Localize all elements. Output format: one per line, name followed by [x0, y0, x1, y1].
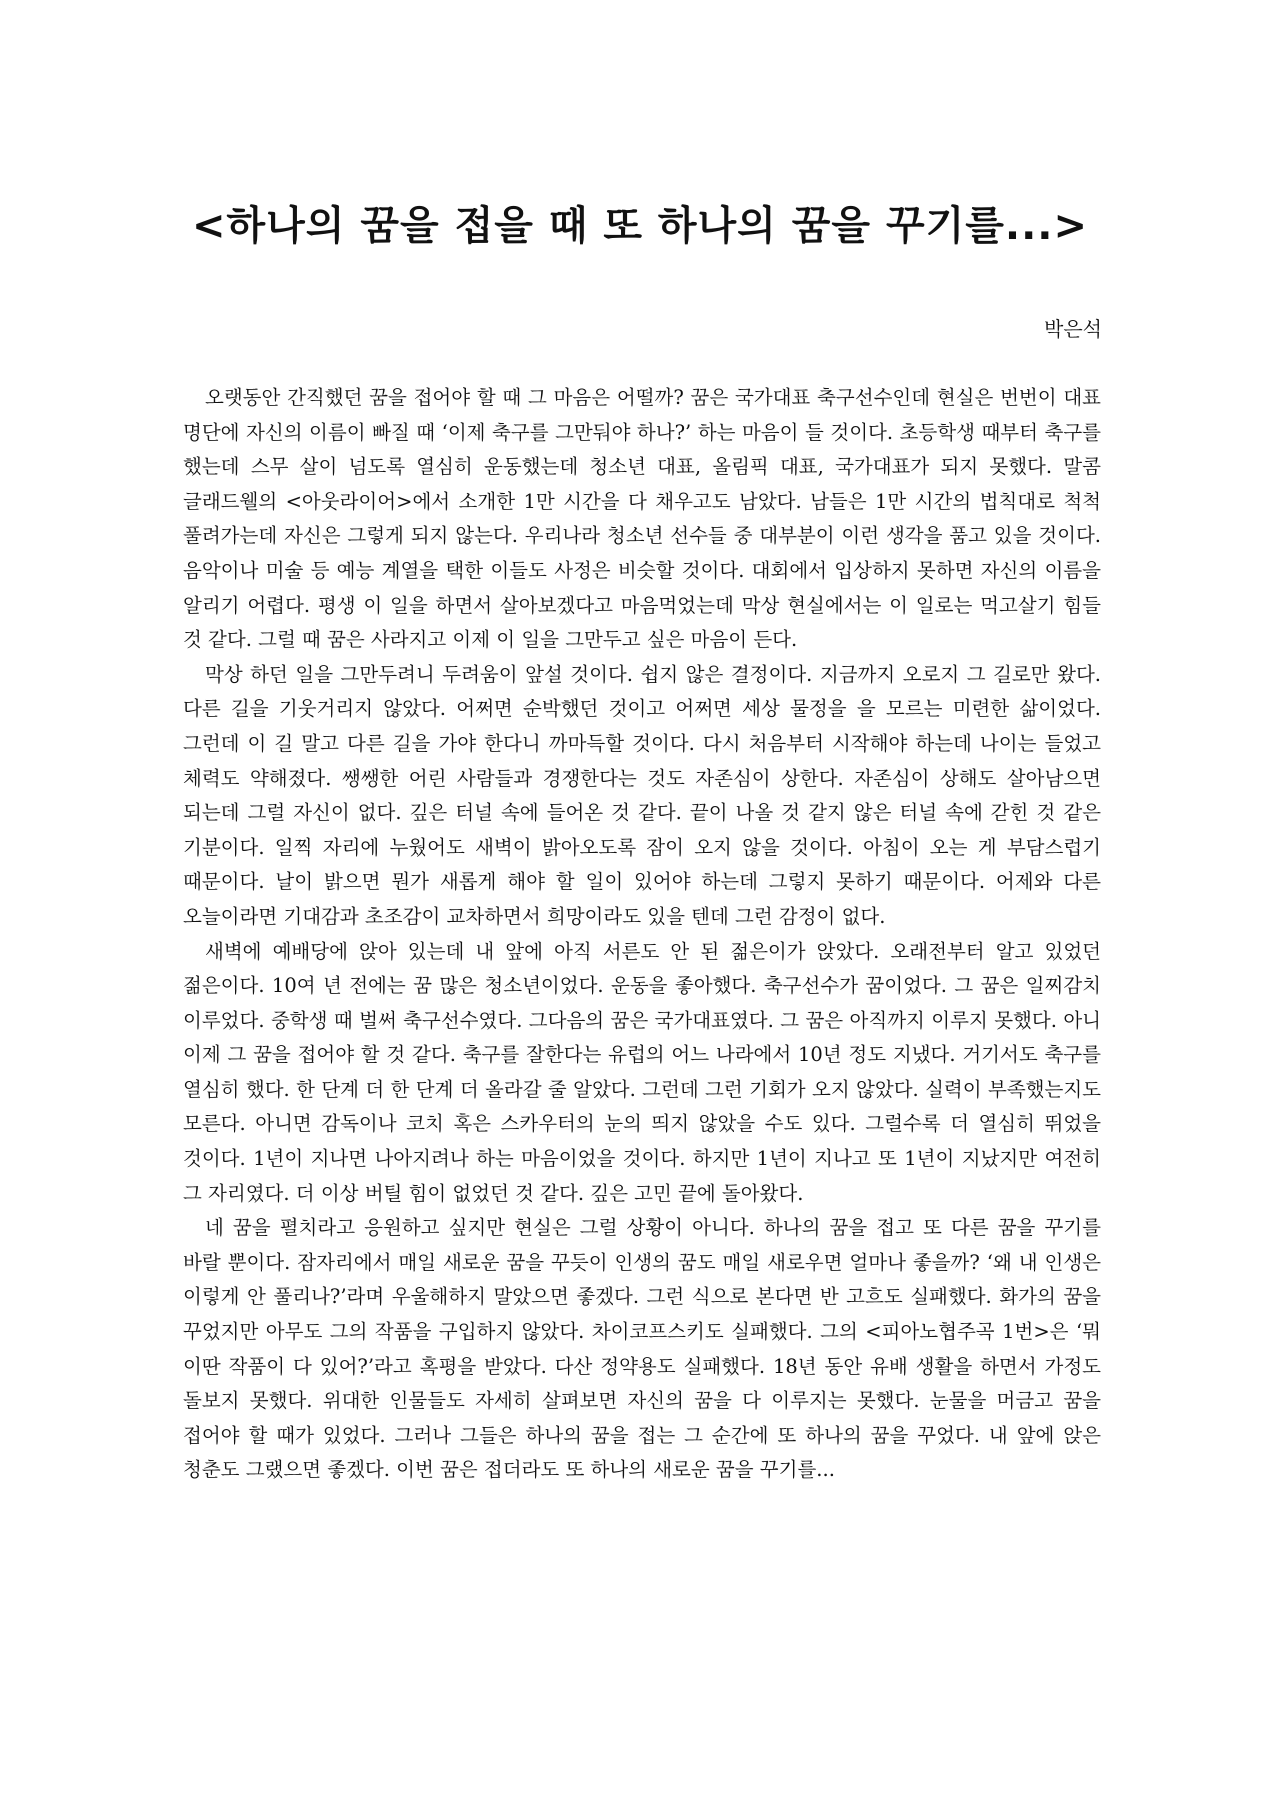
- body-paragraph-4: 네 꿈을 펼치라고 응원하고 싶지만 현실은 그럴 상황이 아니다. 하나의 꿈을 접고 또 다른 꿈을 꾸기를 바랄 뿐이다. 잠자리에서 매일 새로운 꿈을 꾸듯이 인생의 꿈도 매일 새로우면 얼마나 좋을까? ‘왜 내 인생은 이렇게 안 풀리나?’라며 우울해하지 말았으면 좋겠다. 그런 식으로 본다면 반 고흐도 실패했다. 화가의 꿈을 꾸었지만 아무도 그의 작품을 구입하지 않았다. 차이코프스키도 실패했다. 그의 <피아노협주곡 1번>은 ‘뭐 이딴 작품이 다 있어?’라고 혹평을 받았다. 다산 정약용도 실패했다. 18년 동안 유배 생활을 하면서 가정도 돌보지 못했다. 위대한 인물들도 자세히 살펴보면 자신의 꿈을 다 이루지는 못했다. 눈물을 머금고 꿈을 접어야 할 때가 있었다. 그러나 그들은 하나의 꿈을 접는 그 순간에 또 하나의 꿈을 꾸었다. 내 앞에 앉은 청춘도 그랬으면 좋겠다. 이번 꿈은 접더라도 또 하나의 새로운 꿈을 꾸기를...: [183, 1216, 1101, 1482]
- body-paragraph-3: 새벽에 예배당에 앉아 있는데 내 앞에 아직 서른도 안 된 젊은이가 앉았다. 오래전부터 알고 있었던 젊은이다. 10여 년 전에는 꿈 많은 청소년이었다. 운동을 좋아했다. 축구선수가 꿈이었다. 그 꿈은 일찌감치 이루었다. 중학생 때 벌써 축구선수였다. 그다음의 꿈은 국가대표였다. 그 꿈은 아직까지 이루지 못했다. 아니 이제 그 꿈을 접어야 할 것 같다. 축구를 잘한다는 유럽의 어느 나라에서 10년 정도 지냈다. 거기서도 축구를 열심히 했다. 한 단계 더 한 단계 더 올라갈 줄 알았다. 그런데 그런 기회가 오지 않았다. 실력이 부족했는지도 모른다. 아니면 감독이나 코치 혹은 스카우터의 눈의 띄지 않았을 수도 있다. 그럴수록 더 열심히 뛰었을 것이다. 1년이 지나면 나아지려나 하는 마음이었을 것이다. 하지만 1년이 지나고 또 1년이 지났지만 여전히 그 자리였다. 더 이상 버틸 힘이 없었던 것 같다. 깊은 고민 끝에 돌아왔다.: [183, 939, 1101, 1205]
- author-name: 박은석: [1044, 317, 1102, 341]
- body-paragraph-2: 막상 하던 일을 그만두려니 두려움이 앞설 것이다. 쉽지 않은 결정이다. 지금까지 오로지 그 길로만 왔다. 다른 길을 기웃거리지 않았다. 어쩌면 순박했던 것이고 어쩌면 세상 물정을 을 모르는 미련한 삶이었다. 그런데 이 길 말고 다른 길을 가야 한다니 까마득할 것이다. 다시 처음부터 시작해야 하는데 나이는 들었고 체력도 약해졌다. 쌩쌩한 어린 사람들과 경쟁한다는 것도 자존심이 상한다. 자존심이 상해도 살아남으면 되는데 그럴 자신이 없다. 깊은 터널 속에 들어온 것 같다. 끝이 나올 것 같지 않은 터널 속에 갇힌 것 같은 기분이다. 일찍 자리에 누웠어도 새벽이 밝아오도록 잠이 오지 않을 것이다. 아침이 오는 게 부담스럽기 때문이다. 날이 밝으면 뭔가 새롭게 해야 할 일이 있어야 하는데 그렇지 못하기 때문이다. 어제와 다른 오늘이라면 기대감과 초조감이 교차하면서 희망이라도 있을 텐데 그런 감정이 없다.: [183, 662, 1101, 928]
- body-paragraph-1: 오랫동안 간직했던 꿈을 접어야 할 때 그 마음은 어떨까? 꿈은 국가대표 축구선수인데 현실은 번번이 대표 명단에 자신의 이름이 빠질 때 ‘이제 축구를 그만둬야 하나?’ 하는 마음이 들 것이다. 초등학생 때부터 축구를 했는데 스무 살이 넘도록 열심히 운동했는데 청소년 대표, 올림픽 대표, 국가대표가 되지 못했다. 말콤 글래드웰의 <아웃라이어>에서 소개한 1만 시간을 다 채우고도 남았다. 남들은 1만 시간의 법칙대로 척척 풀려가는데 자신은 그렇게 되지 않는다. 우리나라 청소년 선수들 중 대부분이 이런 생각을 품고 있을 것이다. 음악이나 미술 등 예능 계열을 택한 이들도 사정은 비슷할 것이다. 대회에서 입상하지 못하면 자신의 이름을 알리기 어렵다. 평생 이 일을 하면서 살아보겠다고 마음먹었는데 막상 현실에서는 이 일로는 먹고살기 힘들 것 같다. 그럴 때 꿈은 사라지고 이제 이 일을 그만두고 싶은 마음이 든다.: [183, 386, 1101, 652]
- document-body: [183, 381, 1101, 1488]
- document-title: <하나의 꿈을 접을 때 또 하나의 꿈을 꾸기를...>: [192, 203, 1088, 249]
